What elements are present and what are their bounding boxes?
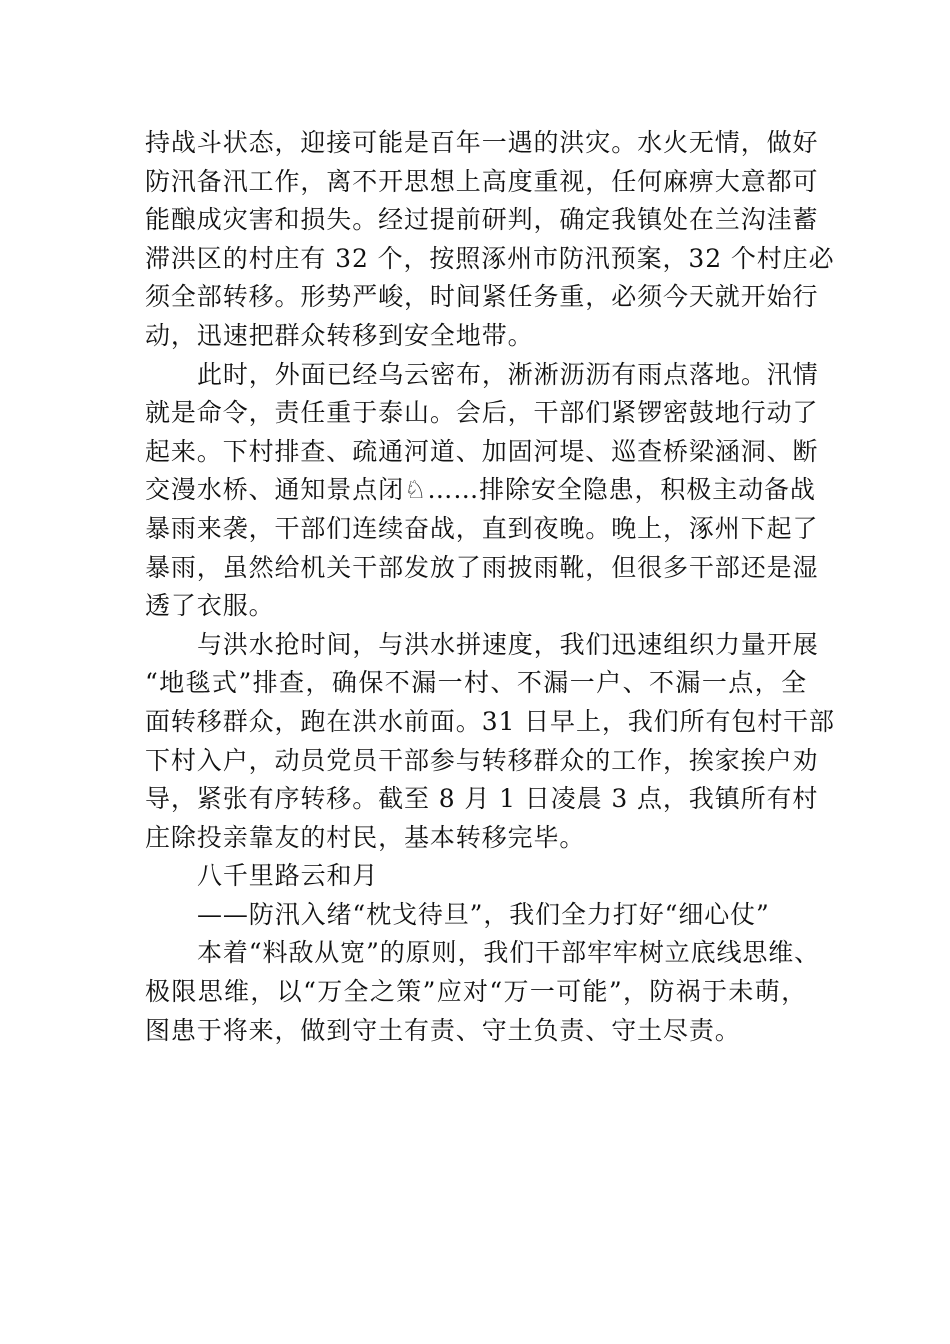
text-line: 须全部转移。形势严峻，时间紧任务重，必须今天就开始行	[145, 282, 819, 312]
text-line: 动，迅速把群众转移到安全地带。	[145, 320, 534, 350]
text-line: 能酿成灾害和损失。经过提前研判，确定我镇处在兰沟洼蓄	[145, 205, 819, 235]
section-subheading	[145, 896, 807, 935]
text-line: 导，紧张有序转移。截至 8 月 1 日凌晨 3 点，我镇所有村	[145, 784, 819, 814]
paragraph-1	[145, 124, 835, 356]
text-line: 暴雨来袭，干部们连续奋战，直到夜晚。晚上，涿州下起了	[145, 513, 819, 543]
heading-text: 八千里路云和月	[197, 861, 379, 891]
text-line: 持战斗状态，迎接可能是百年一遇的洪灾。水火无情，做好	[145, 128, 819, 157]
paragraph-2	[145, 356, 819, 626]
text-line: 防汛备汛工作，离不开思想上高度重视，任何麻痹大意都可	[145, 166, 819, 196]
subheading-text: ——防汛入绪“枕戈待旦”，我们全力打好“细心仗”	[197, 899, 770, 929]
text-line: 交漫水桥、通知景点闭♘……排除安全隐患，积极主动备战	[145, 475, 816, 505]
text-line: 暴雨，虽然给机关干部发放了雨披雨靴，但很多干部还是湿	[145, 552, 819, 582]
text-line: 滞洪区的村庄有 32 个，按照涿州市防汛预案，32 个村庄必	[145, 243, 835, 273]
document-body	[145, 124, 835, 1050]
text-line: 就是命令，责任重于泰山。会后，干部们紧锣密鼓地行动了	[145, 398, 819, 428]
text-line: 极限思维，以“万全之策”应对“万一可能”，防祸于未萌，	[145, 977, 807, 1007]
section-heading	[145, 857, 807, 896]
text-line: 下村入户，动员党员干部参与转移群众的工作，挨家挨户劝	[145, 745, 819, 775]
text-line: 与洪水抢时间，与洪水拼速度，我们迅速组织力量开展	[197, 629, 819, 659]
paragraph-4	[145, 934, 821, 1050]
text-line: 庄除投亲靠友的村民，基本转移完毕。	[145, 822, 586, 852]
text-line: 此时，外面已经乌云密布，淅淅沥沥有雨点落地。汛情	[197, 359, 819, 389]
text-line: 本着“料敌从宽”的原则，我们干部牢牢树立底线思维、	[197, 938, 821, 968]
text-line: 起来。下村排查、疏通河道、加固河堤、巡查桥梁涵洞、断	[145, 436, 819, 466]
text-line: “地毯式”排查，确保不漏一村、不漏一户、不漏一点，全	[145, 668, 807, 698]
text-line: 面转移群众，跑在洪水前面。31 日早上，我们所有包村干部	[145, 706, 835, 736]
text-line: 透了衣服。	[145, 591, 275, 621]
paragraph-3	[145, 626, 835, 858]
text-line: 图患于将来，做到守土有责、守土负责、守土尽责。	[145, 1015, 741, 1045]
